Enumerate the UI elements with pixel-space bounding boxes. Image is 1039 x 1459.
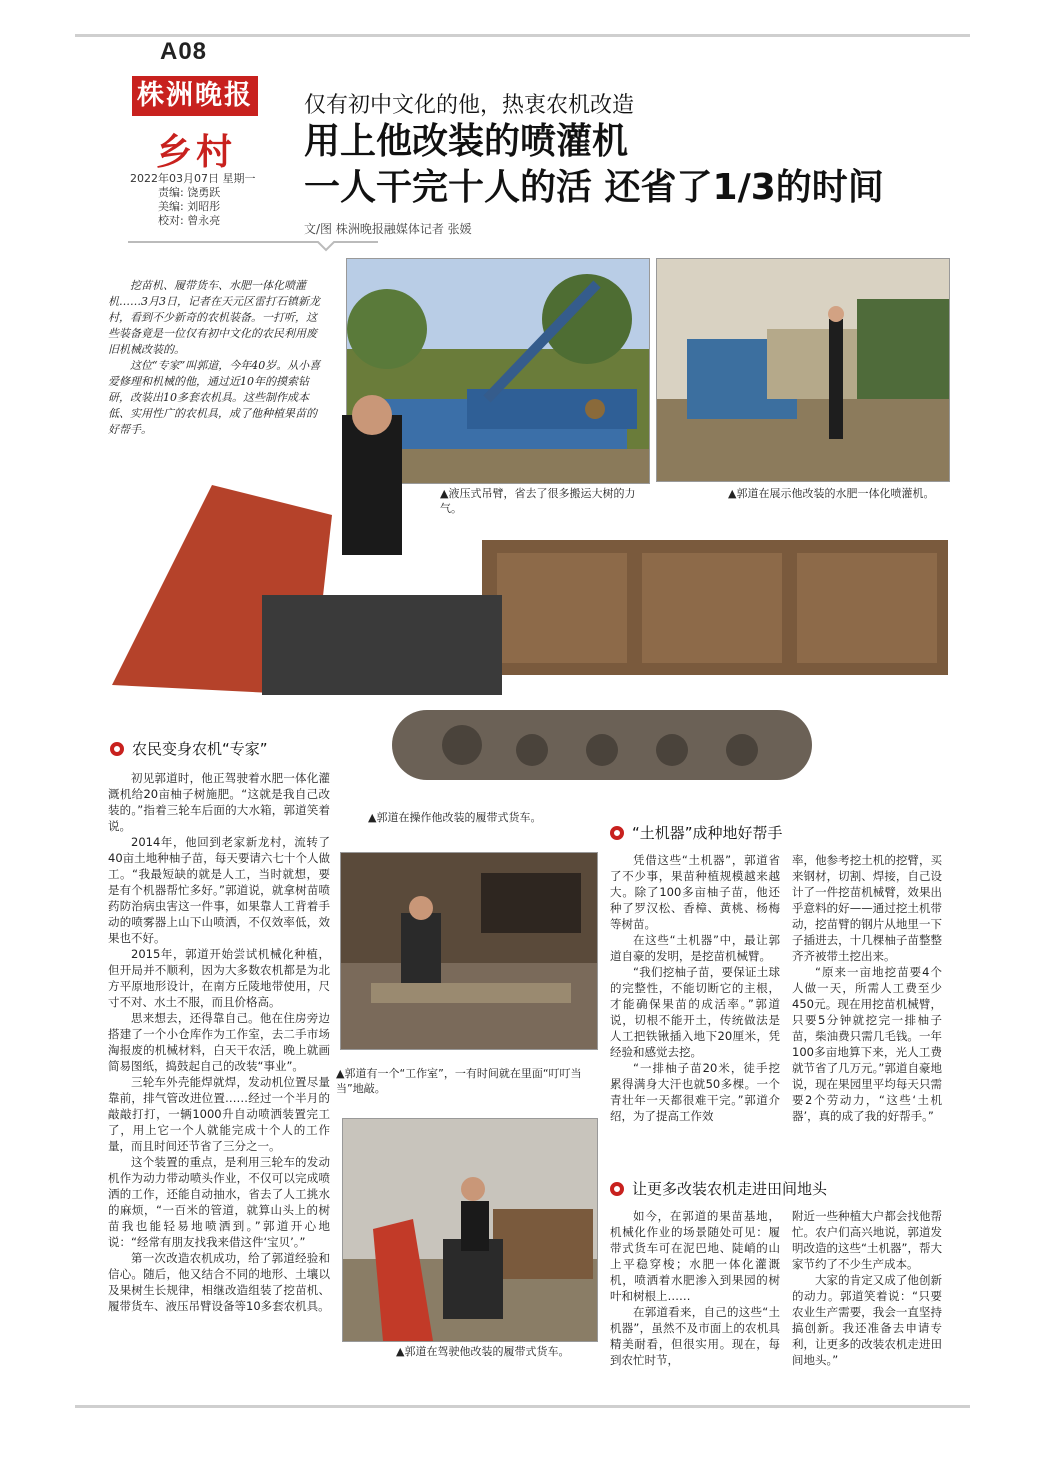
section1-title: 农民变身农机“专家” xyxy=(132,740,268,758)
section2-paragraph: 凭借这些“土机器”，郭道省了不少事，果苗种植规模越来越大。除了100多亩柚子苗，他还种了罗汉松、香樟、黄桃、杨梅等树苗。 xyxy=(610,853,780,931)
issue-date: 2022年03月07日 星期一 xyxy=(130,172,256,185)
section2-paragraph: “一排柚子苗20米，徒手挖累得满身大汗也就50多棵。一个青壮年一天都很难干完。”郭道介绍，为了提高工作效 xyxy=(610,1061,780,1123)
designer-credit: 美编: 刘昭彤 xyxy=(158,200,221,213)
section1-paragraph: 这个装置的重点，是利用三轮车的发动机作为动力带动喷头作业，不仅可以完成喷洒的工作，还能自动抽水，省去了人工挑水的麻烦，“一百米的管道，就算山头上的树苗我也能轻易地喷洒到。”郭道开心地说：“经常有朋友找我来借这件‘宝贝’。” xyxy=(108,1155,330,1249)
newspaper-logo: 株洲晚报 xyxy=(132,76,258,116)
section3-body-col2 xyxy=(792,1208,942,1384)
section2-body-col1 xyxy=(610,852,780,1152)
intro-paragraph-1: 挖苗机、履带货车、水肥一体化喷灌机……3月3日，记者在天元区雷打石镇新龙村，看到不少新奇的农机装备。一打听，这些装备竟是一位仅有初中文化的农民利用废旧机械改装的。 xyxy=(108,279,320,356)
section2-heading xyxy=(610,822,783,843)
bullet-dot-icon xyxy=(610,1182,624,1196)
section3-paragraph: 如今，在郭道的果苗基地，机械化作业的场景随处可见：履带式货车可在泥巴地、陡峭的山上平稳穿梭；水肥一体化灌溉机，喷洒着水肥渗入到果园的树叶和树根上…… xyxy=(610,1209,780,1303)
photo-crawler-truck xyxy=(102,395,948,795)
headline-line-1: 用上他改装的喷灌机 xyxy=(304,121,629,162)
article-kicker: 仅有初中文化的他，热衷农机改造 xyxy=(304,93,635,118)
bullet-dot-icon xyxy=(110,742,124,756)
section3-body-col1 xyxy=(610,1208,780,1384)
headline-line-2: 一人干完十人的活 还省了1/3的时间 xyxy=(304,167,884,208)
section2-paragraph: “原来一亩地挖苗要4个人做一天，所需人工费至少450元。现在用挖苗机械臂，只要5分钟就挖完一排柚子苗，柴油费只需几毛钱。一年100多亩地算下来，光人工费就节省了几万元。”郭道自豪地说，现在果园里平均每天只需要2个劳动力，“这些‘土机器’，真的成了我的好帮手。” xyxy=(792,965,942,1123)
editor-credit: 责编: 饶勇跃 xyxy=(158,186,221,199)
section3-paragraph: 在郭道看来，自己的这些“土机器”，虽然不及市面上的农机具精美耐看，但很实用。现在，每到农忙时节， xyxy=(610,1305,780,1367)
caption-crane: ▲液压式吊臂，省去了很多搬运大树的力气。 xyxy=(440,487,636,515)
section3-heading xyxy=(610,1178,827,1199)
section1-paragraph: 2015年，郭道开始尝试机械化种植，但开局并不顺利，因为大多数农机都是为北方平原地形设计，在南方丘陵地带使用，尺寸不对、水土不服，而且价格高。 xyxy=(108,947,330,1009)
section2-title: “土机器”成种地好帮手 xyxy=(632,824,783,842)
section3-paragraph: 附近一些种植大户都会找他帮忙。农户们高兴地说，郭道发明改造的这些“土机器”，帮大家节约了不少生产成本。 xyxy=(792,1209,942,1271)
caption-sprayer: ▲郭道在展示他改装的水肥一体化喷灌机。 xyxy=(728,487,935,500)
bullet-dot-icon xyxy=(610,826,624,840)
section1-paragraph: 初见郭道时，他正驾驶着水肥一体化灌溉机给20亩柚子树施肥。“这就是我自己改装的。”指着三轮车后面的大水箱，郭道笑着说。 xyxy=(108,771,330,833)
intro-paragraph-2: 这位“专家”叫郭道，今年40岁。从小喜爱修理和机械的他，通过近10年的摸索钻研，改装出10多套农机具。这些制作成本低、实用性广的农机具，成了他种植果苗的好帮手。 xyxy=(108,359,321,436)
section1-heading xyxy=(110,738,268,759)
section1-body xyxy=(108,770,330,1385)
page-number: A08 xyxy=(160,38,208,65)
section-name: 乡村 xyxy=(156,131,237,173)
section2-paragraph: 在这些“土机器”中，最让郭道自豪的发明，是挖苗机械臂。 xyxy=(610,933,780,963)
section1-paragraph: 2014年，他回到老家新龙村，流转了40亩土地种柚子苗，每天要请六七十个人做工。“我最短缺的就是人工，当时就想，要是有个机器帮忙多好。”郭道说，就拿树苗喷药防治病虫害这一件事，如果靠人工背着手动的喷雾器上山下山喷洒，不仅效率低，效果也不好。 xyxy=(108,835,330,945)
photo-driving xyxy=(342,1118,598,1342)
section2-body-col2 xyxy=(792,852,942,1152)
byline: 文/图 株洲晚报融媒体记者 张媛 xyxy=(304,222,472,236)
bottom-rule xyxy=(75,1405,970,1408)
section2-paragraph: “我们挖柚子苗，要保证土球的完整性，不能切断它的主根，才能确保果苗的成活率。”郭道说，切根不能开土，传统做法是人工把铁锹插入地下20厘米，凭经验和感觉去挖。 xyxy=(610,965,780,1059)
section1-paragraph: 第一次改造农机成功，给了郭道经验和信心。随后，他又结合不同的地形、土壤以及果树生长规律，相继改造组装了挖苗机、履带货车、液压吊臂设备等10多套农机具。 xyxy=(108,1251,330,1313)
section1-paragraph: 三轮车外壳能焊就焊，发动机位置尽量靠前，排气管改进位置……经过一个半月的敲敲打打，一辆1000升自动喷洒装置完工了，用上它一个人就能完成十个人的工作量，而且时间还节省了三分之一。 xyxy=(108,1075,330,1153)
proofreader-credit: 校对: 曾永亮 xyxy=(158,214,221,227)
photo-workshop xyxy=(340,852,598,1050)
caption-driving: ▲郭道在驾驶他改装的履带式货车。 xyxy=(396,1345,570,1358)
caption-workshop: ▲郭道有一个“工作室”，一有时间就在里面“叮叮当当”地敲。 xyxy=(336,1067,582,1095)
caption-crawler: ▲郭道在操作他改装的履带式货车。 xyxy=(368,811,542,824)
section3-paragraph: 大家的肯定又成了他创新的动力。郭道笑着说：“只要农业生产需要，我会一直坚持搞创新。我还准备去申请专利，让更多的改装农机走进田间地头。” xyxy=(792,1273,942,1367)
top-rule xyxy=(75,34,970,37)
section3-title: 让更多改装农机走进田间地头 xyxy=(632,1180,828,1198)
section2-paragraph: 率，他参考挖土机的挖臂，买来钢材，切割、焊接，自己设计了一件挖苗机械臂，效果出乎意料的好——通过挖土机带动，挖苗臂的钢片从地里一下子插进去，十几棵柚子苗整整齐齐被带土挖出来。 xyxy=(792,853,942,963)
section1-paragraph: 思来想去，还得靠自己。他在住房旁边搭建了一个小仓库作为工作室，去二手市场淘报废的机械材料，白天干农活，晚上就画简易图纸，捣鼓起自己的改装“事业”。 xyxy=(108,1011,330,1073)
